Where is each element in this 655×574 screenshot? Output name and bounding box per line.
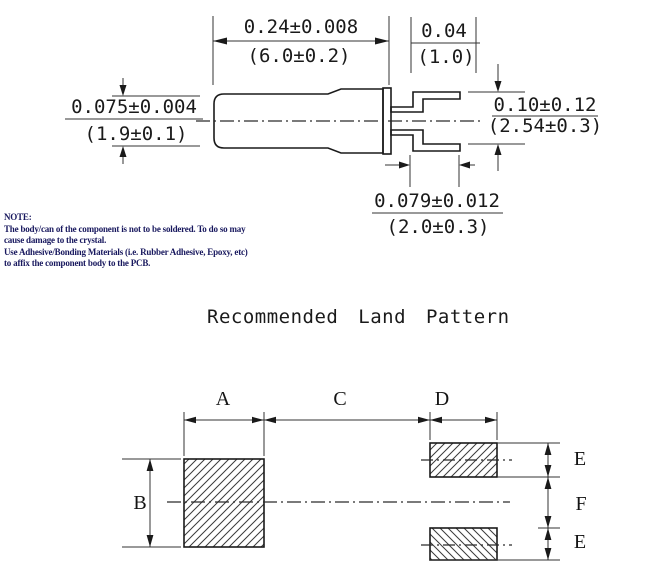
- arrow-up-icon: [120, 146, 127, 157]
- label-e-top: E: [573, 448, 587, 470]
- label-d: D: [434, 388, 450, 410]
- arrow-right-icon: [252, 417, 264, 423]
- arrow-down-icon: [545, 548, 552, 560]
- arrow-right-icon: [418, 417, 430, 423]
- lead-upper: [391, 92, 460, 112]
- arrow-down-icon: [120, 85, 127, 96]
- arrow-right-icon: [375, 38, 389, 45]
- dim-lead-spacing-inch: 0.10±0.12: [493, 94, 597, 116]
- arrow-left-icon: [184, 417, 196, 423]
- dim-cap-mm: (1.0): [417, 46, 475, 68]
- dim-foot-mm: (2.0±0.3): [386, 216, 490, 238]
- arrow-up-icon: [545, 477, 552, 489]
- dim-cap-inch: 0.04: [421, 20, 467, 42]
- dim-diameter: [65, 78, 203, 164]
- lead-lower: [391, 130, 460, 151]
- arrow-left-icon: [459, 162, 470, 169]
- arrow-left-icon: [430, 417, 442, 423]
- label-f: F: [575, 493, 587, 515]
- land-pattern-title: Recommended Land Pattern: [207, 306, 510, 328]
- arrow-up-icon: [545, 443, 552, 455]
- arrow-down-icon: [545, 516, 552, 528]
- label-b: B: [133, 492, 147, 514]
- label-c: C: [333, 388, 347, 410]
- dim-diameter-inch: 0.075±0.004: [71, 96, 197, 118]
- arrow-up-icon: [495, 144, 502, 155]
- label-e-bottom: E: [573, 531, 587, 553]
- note-heading: NOTE:: [4, 212, 32, 222]
- arrow-down-icon: [147, 535, 154, 547]
- note-line: The body/can of the component is not to be soldered. To do so may: [4, 223, 246, 234]
- label-a: A: [215, 388, 231, 410]
- arrow-down-icon: [545, 465, 552, 477]
- note-line: cause damage to the crystal.: [4, 235, 107, 246]
- note-block: [4, 212, 304, 270]
- arrow-up-icon: [545, 528, 552, 540]
- land-pattern-view: [122, 388, 587, 560]
- arrow-down-icon: [495, 81, 502, 92]
- arrow-up-icon: [147, 459, 154, 471]
- note-line: Use Adhesive/Bonding Materials (i.e. Rubber Adhesive, Epoxy, etc): [4, 246, 248, 257]
- arrow-right-icon: [399, 162, 410, 169]
- dim-b: [122, 459, 181, 547]
- pad-bottom-right: [430, 528, 497, 560]
- dim-lead-spacing-mm: (2.54±0.3): [487, 115, 603, 137]
- dim-body-length-mm: (6.0±0.2): [247, 45, 351, 67]
- arrow-left-icon: [264, 417, 276, 423]
- note-line: to affix the component body to the PCB.: [4, 258, 151, 269]
- arrow-left-icon: [213, 38, 227, 45]
- dim-diameter-mm: (1.9±0.1): [84, 123, 188, 145]
- pad-top-right: [430, 443, 497, 477]
- arrow-right-icon: [485, 417, 497, 423]
- pad-left: [184, 459, 264, 547]
- dim-foot-inch: 0.079±0.012: [374, 190, 500, 212]
- dim-body-length-inch: 0.24±0.008: [243, 16, 359, 38]
